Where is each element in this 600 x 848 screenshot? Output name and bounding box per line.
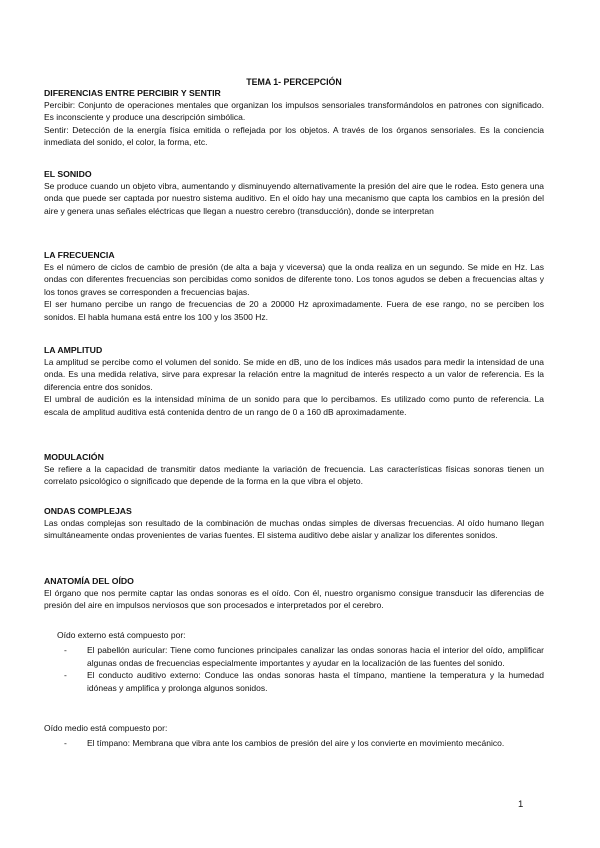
section-heading: DIFERENCIAS ENTRE PERCIBIR Y SENTIR <box>44 88 221 98</box>
paragraph: El umbral de audición es la intensidad mínima de un sonido para que lo percibamos. Es utilizado como punto de referencia. La escala de amplitud auditiva está contenida dentro de un rango de 0 a 160 dB aproximadamente. <box>44 394 544 417</box>
list-item <box>44 669 544 694</box>
outer-ear-list <box>44 644 544 694</box>
section-sonido <box>44 169 544 217</box>
section-heading: LA AMPLITUD <box>44 345 103 355</box>
middle-ear-intro: Oído medio está compuesto por: <box>44 723 168 733</box>
section-frecuencia <box>44 250 544 323</box>
middle-ear-block <box>44 722 544 750</box>
section-heading: ANATOMÍA DEL OÍDO <box>44 576 134 586</box>
section-heading: ONDAS COMPLEJAS <box>44 506 132 516</box>
page-title: TEMA 1- PERCEPCIÓN <box>246 77 342 87</box>
list-item-text: El tímpano: Membrana que vibra ante los cambios de presión del aire y los convierte en movimiento mecánico. <box>87 738 505 749</box>
paragraph: La amplitud se percibe como el volumen del sonido. Se mide en dB, uno de los índices más usados para medir la intensidad de una onda. Es una medida relativa, sirve para expresar la relación entre la magnitud de interés respecto a un valor de referencia. Es la diferencia entre dos sonidos. <box>44 357 544 392</box>
section-modulacion <box>44 452 544 488</box>
page-number: 1 <box>518 799 524 810</box>
paragraph: Las ondas complejas son resultado de la combinación de muchas ondas simples de diversas frecuencias. Al oído humano llegan simultáneamente ondas provenientes de varias fuentes. El sistema auditivo debe aislar y analizar los diferentes sonidos. <box>44 518 544 541</box>
section-heading: MODULACIÓN <box>44 452 104 462</box>
section-percibir-sentir <box>44 88 544 149</box>
bullet-dash: - <box>64 670 67 681</box>
list-item-text: El conducto auditivo externo: Conduce las ondas sonoras hasta el tímpano, mantiene la temperatura y la humedad idóneas y amplifica y prolonga algunos sonidos. <box>87 670 544 693</box>
outer-ear-intro: Oído externo está compuesto por: <box>57 630 186 640</box>
bullet-dash: - <box>64 738 67 749</box>
paragraph: El ser humano percibe un rango de frecuencias de 20 a 20000 Hz aproximadamente. Fuera de ese rango, no se perciben los sonidos. El habla humana está entre los 100 y los 3500 Hz. <box>44 299 544 322</box>
middle-ear-list <box>44 737 544 749</box>
paragraph: Sentir: Detección de la energía física emitida o reflejada por los objetos. A través de los órganos sensoriales. Es la conciencia inmediata del sonido, el color, la forma, etc. <box>44 124 544 148</box>
paragraph: Se refiere a la capacidad de transmitir datos mediante la variación de frecuencia. Las características físicas sonoras tienen un correlato psicológico o significado que depende de la forma en la que vibra el objeto. <box>44 464 544 487</box>
list-item-text: El pabellón auricular: Tiene como funciones principales canalizar las ondas sonoras hacia el interior del oído, amplificar algunas ondas de frecuencias especialmente importantes y ayudar en la localización de las fuentes del sonido. <box>87 645 544 668</box>
bullet-dash: - <box>64 645 67 656</box>
paragraph: Se produce cuando un objeto vibra, aumentando y disminuyendo alternativamente la presión del aire que le rodea. Esto genera una onda que puede ser captada por nuestro sistema auditivo. En el oído hay una mecanismo que capta los cambios en la presión del aire y genera unas señales eléctricas que llegan a nuestro cerebro (transducción), donde se interpretan <box>44 181 544 216</box>
paragraph: El órgano que nos permite captar las ondas sonoras es el oído. Con él, nuestro organismo consigue transducir las diferencias de presión del aire en impulsos nerviosos que son procesados e interpretados por el cerebro. <box>44 588 544 611</box>
list-item <box>44 737 544 749</box>
section-heading: LA FRECUENCIA <box>44 250 115 260</box>
section-ondas-complejas <box>44 506 544 542</box>
section-heading: EL SONIDO <box>44 169 92 179</box>
outer-ear-block <box>44 629 544 694</box>
list-item <box>44 644 544 669</box>
section-anatomia <box>44 576 544 612</box>
paragraph: Es el número de ciclos de cambio de presión (de alta a baja y viceversa) que la onda realiza en un segundo. Se mide en Hz. Las ondas con diferentes frecuencias son percibidas como sonidos de diferente tono. Los tonos agudos se deben a frecuencias altas y los tonos graves se corresponden a frecuencias bajas. <box>44 262 544 297</box>
paragraph: Percibir: Conjunto de operaciones mentales que organizan los impulsos sensoriales transformándolos en patrones con significado. Es inconsciente y produce una descripción simbólica. <box>44 100 544 123</box>
section-amplitud <box>44 345 544 418</box>
